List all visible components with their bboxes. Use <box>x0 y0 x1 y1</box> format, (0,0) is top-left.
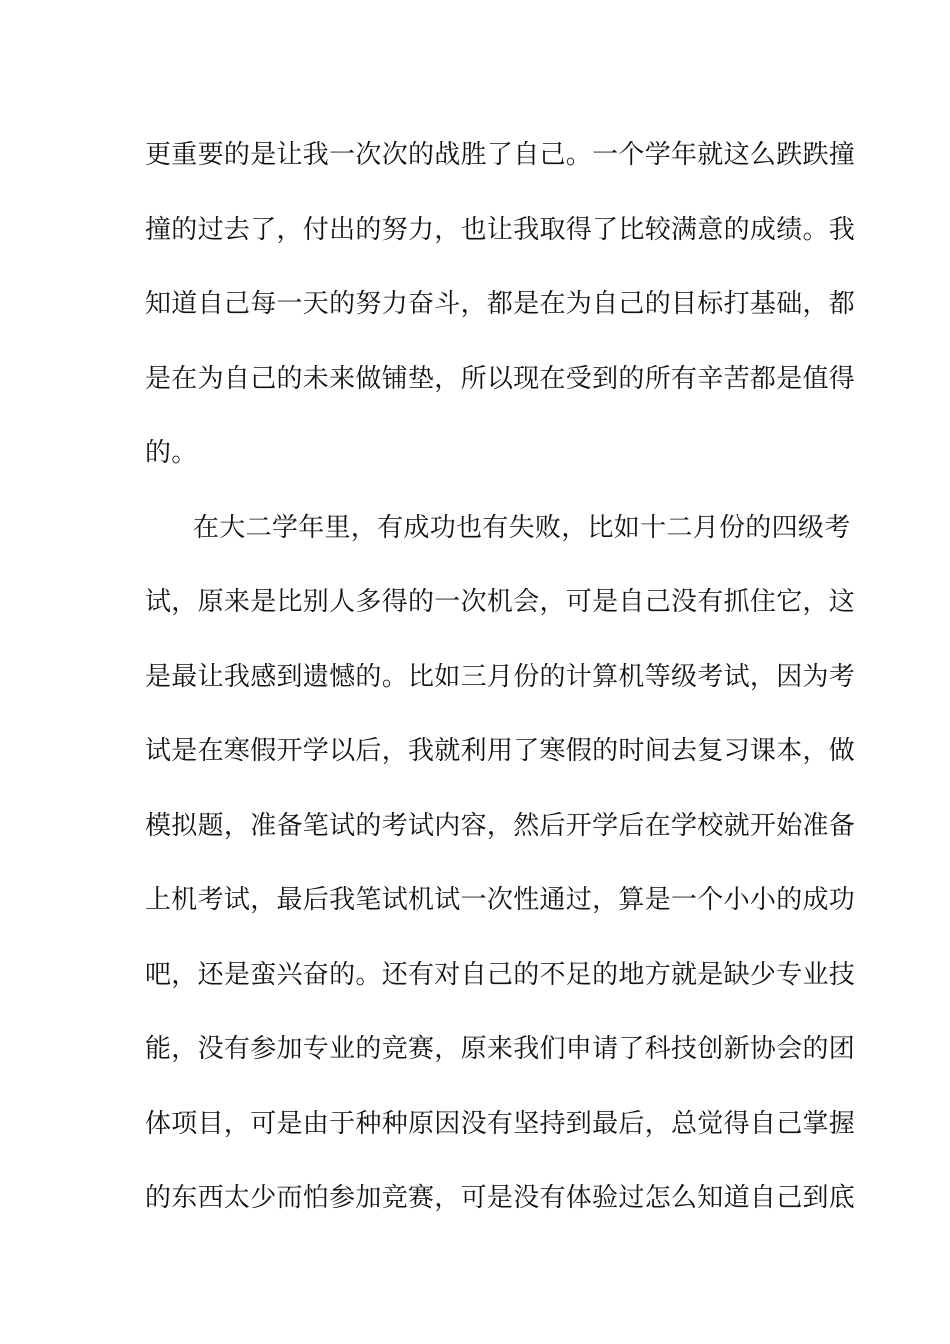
text-line: 是在为自己的未来做铺垫，所以现在受到的所有辛苦都是值得 <box>145 363 856 394</box>
paragraph-start-line: 在大二学年里，有成功也有失败，比如十二月份的四级考 <box>193 512 851 543</box>
text-line: 上机考试，最后我笔试机试一次性通过，算是一个小小的成功 <box>145 885 856 915</box>
text-line: 撞的过去了，付出的努力，也让我取得了比较满意的成绩。我 <box>145 214 856 245</box>
text-line: 试是在寒假开学以后，我就利用了寒假的时间去复习课本，做 <box>145 736 856 766</box>
text-line: 体项目，可是由于种种原因没有坚持到最后，总觉得自己掌握 <box>145 1108 856 1139</box>
text-line: 是最让我感到遗憾的。比如三月份的计算机等级考试，因为考 <box>145 661 856 692</box>
text-line: 知道自己每一天的努力奋斗，都是在为自己的目标打基础，都 <box>145 289 856 319</box>
text-line: 的。 <box>145 438 198 468</box>
text-line: 模拟题，准备笔试的考试内容，然后开学后在学校就开始准备 <box>145 810 856 841</box>
document-body <box>145 133 856 1251</box>
text-line: 的东西太少而怕参加竞赛，可是没有体验过怎么知道自己到底 <box>145 1183 856 1213</box>
text-line: 试，原来是比别人多得的一次机会，可是自己没有抓住它，这 <box>145 587 856 617</box>
text-line: 更重要的是让我一次次的战胜了自己。一个学年就这么跌跌撞 <box>145 140 856 170</box>
text-line: 吧，还是蛮兴奋的。还有对自己的不足的地方就是缺少专业技 <box>145 959 856 990</box>
text-line: 能，没有参加专业的竞赛，原来我们申请了科技创新协会的团 <box>145 1034 856 1064</box>
